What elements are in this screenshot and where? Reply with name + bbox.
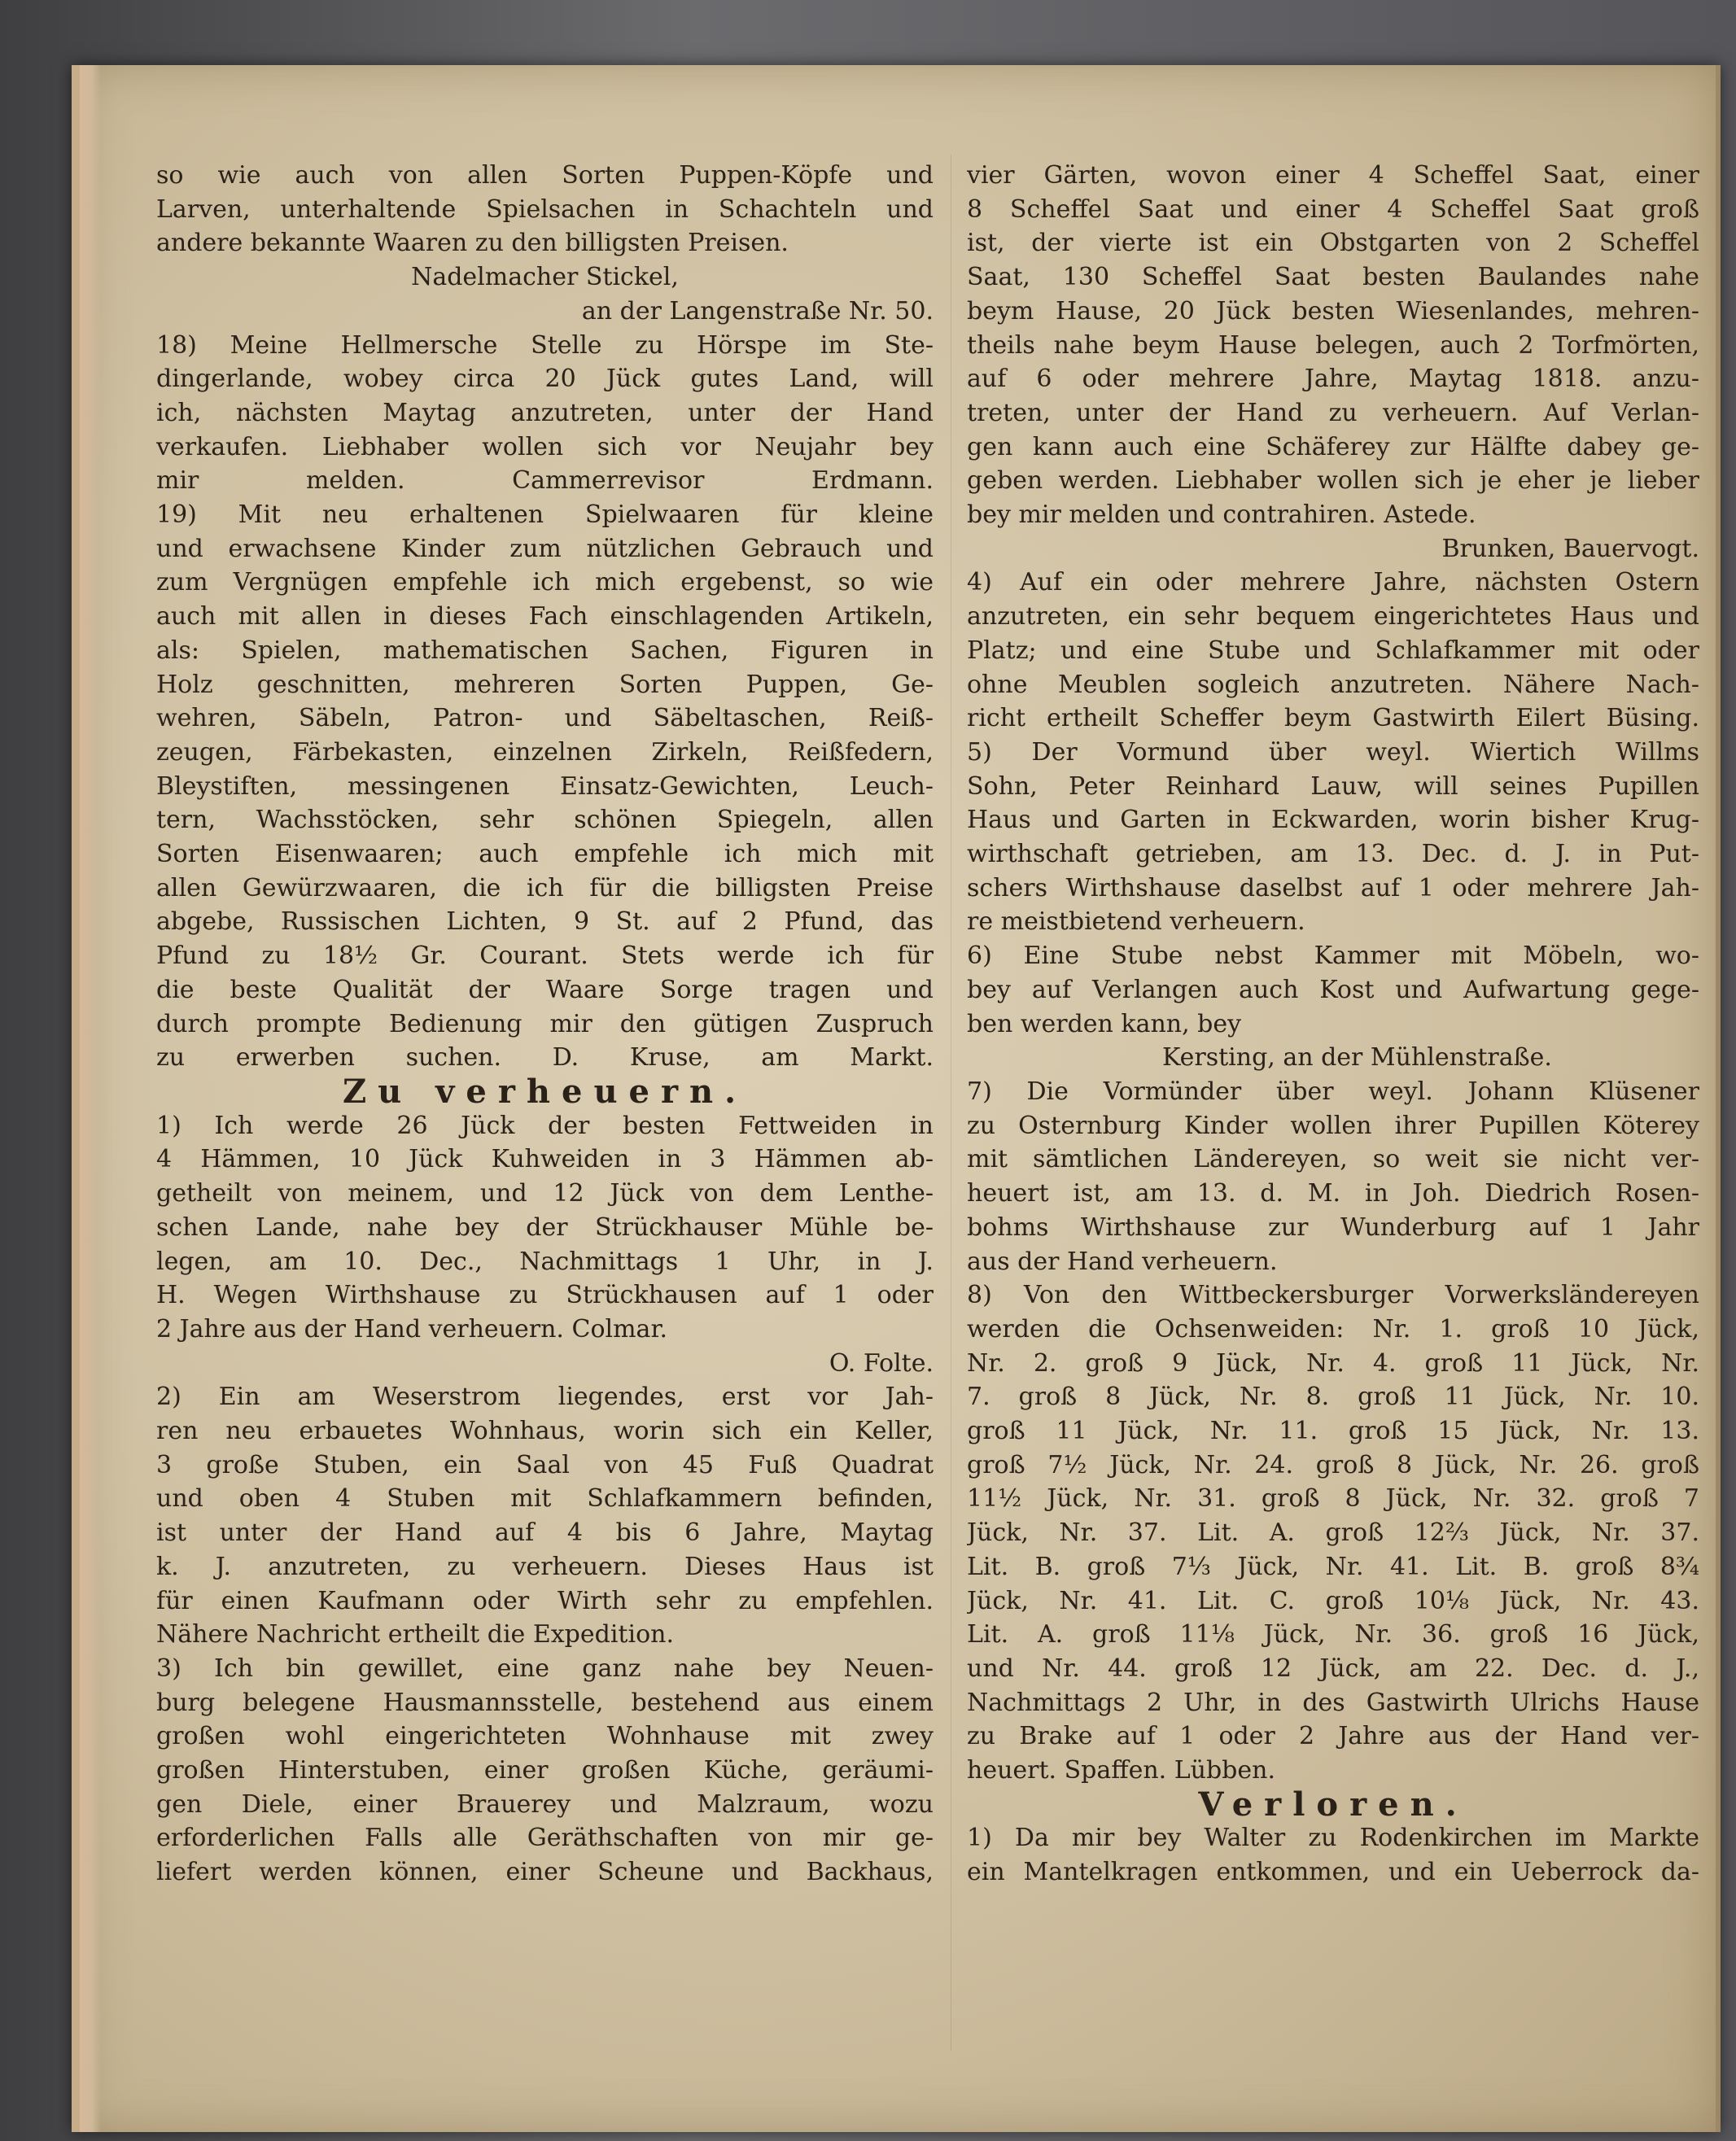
left-column-text-line: ist unter der Hand auf 4 bis 6 Jahre, Maytag bbox=[156, 1518, 934, 1548]
left-column-text-line: ich, nächsten Maytag anzutreten, unter der Hand bbox=[156, 398, 934, 427]
left-column-text-line: Pfund zu 18½ Gr. Courant. Stets werde ich für bbox=[156, 942, 934, 971]
left-column-text-line: burg belegene Hausmannsstelle, bestehend aus einem bbox=[156, 1688, 934, 1717]
left-column-text-line: andere bekannte Waaren zu den billigsten Preisen. bbox=[156, 229, 789, 258]
left-column-text-line: an der Langenstraße Nr. 50. bbox=[581, 296, 934, 326]
right-column-text-line: und Nr. 44. groß 12 Jück, am 22. Dec. d. J., bbox=[967, 1654, 1699, 1683]
left-column-text-line: 4 Hämmen, 10 Jück Kuhweiden in 3 Hämmen ab- bbox=[156, 1145, 934, 1174]
left-column-text-line: wehren, Säbeln, Patron- und Säbeltaschen, Reiß- bbox=[156, 704, 934, 733]
left-column-text-line: großen Hinterstuben, einer großen Küche, geräumi- bbox=[156, 1756, 934, 1785]
left-column-text-line: 2) Ein am Weserstrom liegendes, erst vor Jah- bbox=[156, 1383, 934, 1412]
left-column-text-line: gen Diele, einer Brauerey und Malzraum, wozu bbox=[156, 1789, 934, 1819]
left-column-text-line: zum Vergnügen empfehle ich mich ergebenst, so wie bbox=[156, 568, 934, 597]
right-column-text-line: Haus und Garten in Eckwarden, worin bisher Krug- bbox=[967, 806, 1699, 835]
left-column-text-line: und erwachsene Kinder zum nützlichen Gebrauch und bbox=[156, 534, 934, 563]
left-column-text-line: ren neu erbauetes Wohnhaus, worin sich ein Keller, bbox=[156, 1417, 934, 1446]
right-column-text-line: theils nahe beym Hause belegen, auch 2 Torfmörten, bbox=[967, 330, 1699, 360]
left-column-text-line: verkaufen. Liebhaber wollen sich vor Neujahr bey bbox=[156, 432, 934, 461]
left-column-text-line: zu erwerben suchen. D. Kruse, am Markt. bbox=[156, 1043, 934, 1073]
left-column-text-line: erforderlichen Falls alle Geräthschaften von mir ge- bbox=[156, 1824, 934, 1853]
right-column-text-line: Verloren. bbox=[1198, 1787, 1468, 1822]
right-column-text-line: beym Hause, 20 Jück besten Wiesenlandes, mehren- bbox=[967, 296, 1699, 326]
right-column-text-line: bey auf Verlangen auch Kost und Aufwartung gege- bbox=[967, 975, 1699, 1004]
right-column-text-line: geben werden. Liebhaber wollen sich je eher je lieber bbox=[967, 466, 1699, 496]
left-column-text-line: k. J. anzutreten, zu verheuern. Dieses Haus ist bbox=[156, 1552, 934, 1581]
right-column-text-line: zu Osternburg Kinder wollen ihrer Pupillen Köterey bbox=[967, 1111, 1699, 1140]
right-column-text-line: vier Gärten, wovon einer 4 Scheffel Saat, einer bbox=[967, 161, 1699, 190]
left-column-text-line: mir melden. Cammerrevisor Erdmann. bbox=[156, 466, 934, 496]
right-column-text-line: gen kann auch eine Schäferey zur Hälfte dabey ge- bbox=[967, 432, 1699, 461]
right-column-text-line: werden die Ochsenweiden: Nr. 1. groß 10 Jück, bbox=[967, 1314, 1699, 1344]
left-column-text-line: Nähere Nachricht ertheilt die Expedition. bbox=[156, 1620, 674, 1649]
left-column-text-line: liefert werden können, einer Scheune und Backhaus, bbox=[156, 1858, 934, 1887]
right-column-text-line: heuert. Spaffen. Lübben. bbox=[967, 1756, 1275, 1785]
left-column-text-line: 2 Jahre aus der Hand verheuern. Colmar. bbox=[156, 1314, 668, 1344]
right-column-text-line: ohne Meublen sogleich anzutreten. Nähere Nach- bbox=[967, 670, 1699, 699]
right-column-text-line: wirthschaft getrieben, am 13. Dec. d. J. in Put- bbox=[967, 840, 1699, 869]
right-column-text-line: ist, der vierte ist ein Obstgarten von 2 Scheffel bbox=[967, 229, 1699, 258]
right-column-text-line: zu Brake auf 1 oder 2 Jahre aus der Hand ver- bbox=[967, 1722, 1699, 1751]
right-column-text-line: bey mir melden und contrahiren. Astede. bbox=[967, 500, 1476, 530]
right-column-text-line: groß 7½ Jück, Nr. 24. groß 8 Jück, Nr. 26. groß bbox=[967, 1450, 1699, 1479]
right-column-text-line: Saat, 130 Scheffel Saat besten Baulandes nahe bbox=[967, 263, 1699, 292]
right-column-text-line: Lit. B. groß 7⅓ Jück, Nr. 41. Lit. B. groß 8¾ bbox=[967, 1552, 1699, 1581]
left-column-text-line: 3) Ich bin gewillet, eine ganz nahe bey Neuen- bbox=[156, 1654, 934, 1683]
right-column-text-line: ben werden kann, bey bbox=[967, 1009, 1242, 1038]
right-column-text-line: schers Wirthshause daselbst auf 1 oder mehrere Jah- bbox=[967, 873, 1699, 902]
right-column-text-line: Sohn, Peter Reinhard Lauw, will seines Pupillen bbox=[967, 771, 1699, 801]
right-column-text-line: 7) Die Vormünder über weyl. Johann Klüsener bbox=[967, 1077, 1699, 1106]
right-column-text-line: Jück, Nr. 41. Lit. C. groß 10⅛ Jück, Nr. 43. bbox=[967, 1586, 1699, 1615]
left-column-text-line: 1) Ich werde 26 Jück der besten Fettweiden in bbox=[156, 1111, 934, 1140]
right-column-text-line: groß 11 Jück, Nr. 11. groß 15 Jück, Nr. 13. bbox=[967, 1417, 1699, 1446]
right-column-text-line: 7. groß 8 Jück, Nr. 8. groß 11 Jück, Nr. 10. bbox=[967, 1383, 1699, 1412]
right-column-text-line: bohms Wirthshause zur Wunderburg auf 1 Jahr bbox=[967, 1213, 1699, 1242]
left-column-text-line: die beste Qualität der Waare Sorge tragen und bbox=[156, 975, 934, 1004]
left-column-text-line: durch prompte Bedienung mir den gütigen Zuspruch bbox=[156, 1009, 934, 1038]
right-column-text-line: 6) Eine Stube nebst Kammer mit Möbeln, wo- bbox=[967, 942, 1699, 971]
left-column-text-line: und oben 4 Stuben mit Schlafkammern befinden, bbox=[156, 1484, 934, 1514]
left-column-text-line: Nadelmacher Stickel, bbox=[411, 263, 679, 292]
right-column-text-line: Nachmittags 2 Uhr, in des Gastwirth Ulrichs Hause bbox=[967, 1688, 1699, 1717]
left-column-text-line: legen, am 10. Dec., Nachmittags 1 Uhr, in J. bbox=[156, 1247, 934, 1276]
left-column-text-line: 19) Mit neu erhaltenen Spielwaaren für kleine bbox=[156, 500, 934, 530]
right-column-text-line: Brunken, Bauervogt. bbox=[1441, 534, 1699, 563]
right-column-text-line: 11½ Jück, Nr. 31. groß 8 Jück, Nr. 32. groß 7 bbox=[967, 1484, 1699, 1514]
left-column-text-line: H. Wegen Wirthshause zu Strückhausen auf 1 oder bbox=[156, 1281, 934, 1310]
left-column-text-line: Holz geschnitten, mehreren Sorten Puppen, Ge- bbox=[156, 670, 934, 699]
left-column-text-line: zeugen, Färbekasten, einzelnen Zirkeln, Reißfedern, bbox=[156, 737, 934, 767]
right-column-text-line: Platz; und eine Stube und Schlafkammer mit oder bbox=[967, 636, 1699, 665]
right-column-text-line: treten, unter der Hand zu verheuern. Auf Verlan- bbox=[967, 398, 1699, 427]
right-column-text-line: 4) Auf ein oder mehrere Jahre, nächsten Ostern bbox=[967, 568, 1699, 597]
left-column-text-line: Zu verheuern. bbox=[342, 1074, 748, 1109]
left-column-text-line: getheilt von meinem, und 12 Jück von dem Lenthe- bbox=[156, 1179, 934, 1208]
right-column-text-line: 8) Von den Wittbeckersburger Vorwerksländereyen bbox=[967, 1281, 1699, 1310]
left-column-text-line: für einen Kaufmann oder Wirth sehr zu empfehlen. bbox=[156, 1586, 934, 1615]
right-column-text-line: richt ertheilt Scheffer beym Gastwirth Eilert Büsing. bbox=[967, 704, 1699, 733]
right-column-text-line: Lit. A. groß 11⅛ Jück, Nr. 36. groß 16 Jück, bbox=[967, 1620, 1699, 1649]
left-column-text-line: dingerlande, wobey circa 20 Jück gutes Land, will bbox=[156, 365, 934, 394]
right-column bbox=[967, 159, 1699, 1890]
left-column-text-line: tern, Wachsstöcken, sehr schönen Spiegeln, allen bbox=[156, 806, 934, 835]
right-column-text-line: Jück, Nr. 37. Lit. A. groß 12⅔ Jück, Nr. 37. bbox=[967, 1518, 1699, 1548]
left-column-text-line: Bleystiften, messingenen Einsatz-Gewichten, Leuch- bbox=[156, 771, 934, 801]
left-column-text-line: als: Spielen, mathematischen Sachen, Figuren in bbox=[156, 636, 934, 665]
left-column-text-line: O. Folte. bbox=[829, 1348, 934, 1378]
right-column-text-line: aus der Hand verheuern. bbox=[967, 1247, 1278, 1276]
left-column-text-line: abgebe, Russischen Lichten, 9 St. auf 2 Pfund, das bbox=[156, 907, 934, 937]
right-column-text-line: heuert ist, am 13. d. M. in Joh. Diedrich Rosen- bbox=[967, 1179, 1699, 1208]
left-column-text-line: großen wohl eingerichteten Wohnhause mit zwey bbox=[156, 1722, 934, 1751]
left-column-text-line: schen Lande, nahe bey der Strückhauser Mühle be- bbox=[156, 1213, 934, 1242]
right-column-text-line: re meistbietend verheuern. bbox=[967, 907, 1305, 937]
right-column-text-line: auf 6 oder mehrere Jahre, Maytag 1818. anzu- bbox=[967, 365, 1699, 394]
right-column-text-line: ein Mantelkragen entkommen, und ein Ueberrock da- bbox=[967, 1858, 1699, 1887]
right-column-text-line: mit sämtlichen Ländereyen, so weit sie nicht ver- bbox=[967, 1145, 1699, 1174]
left-column-text-line: 18) Meine Hellmersche Stelle zu Hörspe im Ste- bbox=[156, 330, 934, 360]
left-column-text-line: Larven, unterhaltende Spielsachen in Schachteln und bbox=[156, 194, 934, 224]
right-column-text-line: anzutreten, ein sehr bequem eingerichtetes Haus und bbox=[967, 602, 1699, 631]
right-column-text-line: Kersting, an der Mühlenstraße. bbox=[1162, 1043, 1552, 1073]
page-edge bbox=[80, 65, 101, 2132]
right-column-text-line: 8 Scheffel Saat und einer 4 Scheffel Saat groß bbox=[967, 194, 1699, 224]
left-column bbox=[156, 159, 934, 1890]
left-column-text-line: so wie auch von allen Sorten Puppen-Köpfe und bbox=[156, 161, 934, 190]
left-column-text-line: 3 große Stuben, ein Saal von 45 Fuß Quadrat bbox=[156, 1450, 934, 1479]
left-column-text-line: allen Gewürzwaaren, die ich für die billigsten Preise bbox=[156, 873, 934, 902]
left-column-text-line: Sorten Eisenwaaren; auch empfehle ich mich mit bbox=[156, 840, 934, 869]
right-column-text-line: Nr. 2. groß 9 Jück, Nr. 4. groß 11 Jück, Nr. bbox=[967, 1348, 1699, 1378]
left-column-text-line: auch mit allen in dieses Fach einschlagenden Artikeln, bbox=[156, 602, 934, 631]
right-column-text-line: 5) Der Vormund über weyl. Wiertich Willms bbox=[967, 737, 1699, 767]
right-column-text-line: 1) Da mir bey Walter zu Rodenkirchen im Markte bbox=[967, 1824, 1699, 1853]
